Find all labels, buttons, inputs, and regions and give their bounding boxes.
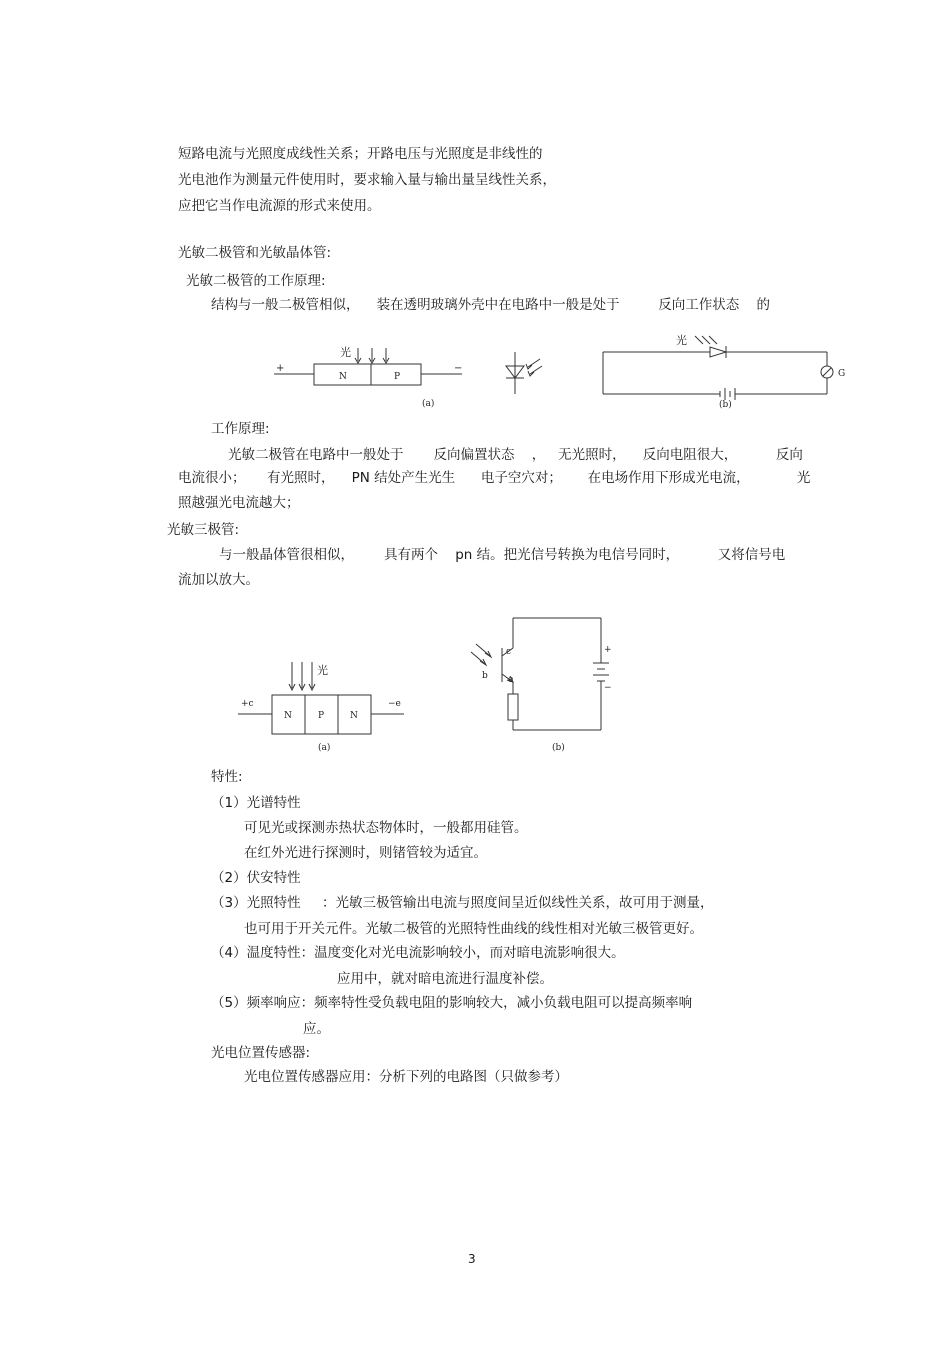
text-line: 与一般晶体管很相似， 具有两个 pn 结。把光信号转换为电信号同时， 又将信号电 <box>219 547 786 563</box>
n-region-label: N <box>339 372 347 382</box>
subsection-heading: 光电位置传感器: <box>211 1045 311 1061</box>
emitter-terminal: −e <box>388 699 401 709</box>
p-region-label: P <box>318 711 325 721</box>
list-item: （4）温度特性：温度变化对光电流影响较小，而对暗电流影响很大。 <box>211 945 625 961</box>
photodiode-figure <box>270 334 870 414</box>
text-line: 应。 <box>303 1021 330 1037</box>
text-line: 光敏二极管在电路中一般处于 反向偏置状态 ， 无光照时， 反向电阻很大， 反向 <box>228 447 803 463</box>
text-line: 结构与一般二极管相似， 装在透明玻璃外壳中在电路中一般是处于 反向工作状态 的 <box>211 297 770 313</box>
light-label: 光 <box>340 346 351 359</box>
list-item: （1）光谱特性 <box>211 795 301 811</box>
n-region-label: N <box>284 711 292 721</box>
text-line: 电流很小； 有光照时， PN 结处产生光生 电子空穴对； 在电场作用下形成光电流， 光 <box>178 470 811 486</box>
subsection-heading: 特性: <box>211 769 243 785</box>
section-heading: 光敏三极管: <box>167 522 240 538</box>
figure-caption: (a) <box>318 743 331 753</box>
list-item: （2）伏安特性 <box>211 870 301 886</box>
light-label: 光 <box>317 664 328 677</box>
figure-caption: (b) <box>719 400 732 410</box>
subsection-heading: 光敏二极管的工作原理: <box>186 273 326 289</box>
phototransistor-circuit-b <box>471 618 609 730</box>
photodiode-structure-a <box>274 348 462 385</box>
galvanometer-label: G <box>838 369 846 379</box>
photodiode-symbol <box>506 352 542 394</box>
battery-minus: − <box>604 683 612 693</box>
base-label: b <box>482 671 488 681</box>
figure-caption: (b) <box>552 743 565 753</box>
subsection-heading: 工作原理: <box>211 421 270 437</box>
text-line: 短路电流与光照度成线性关系；开路电压与光照度是非线性的 <box>178 146 543 162</box>
text-line: 也可用于开关元件。光敏二极管的光照特性曲线的线性相对光敏三极管更好。 <box>244 921 703 937</box>
plus-terminal: + <box>276 363 285 374</box>
text-line: 可见光或探测赤热状态物体时，一般都用硅管。 <box>244 820 528 836</box>
emitter-label: e <box>508 675 514 685</box>
battery-plus: + <box>604 645 612 655</box>
minus-terminal: − <box>454 363 463 374</box>
photodiode-circuit-b <box>603 336 833 400</box>
figure-caption: (a) <box>422 399 435 409</box>
text-line: 光电位置传感器应用：分析下列的电路图（只做参考） <box>244 1069 568 1085</box>
collector-terminal: +c <box>241 699 254 709</box>
text-line: 照越强光电流越大； <box>178 495 300 511</box>
text-line: 应用中，就对暗电流进行温度补偿。 <box>337 971 553 987</box>
light-label: 光 <box>676 334 687 347</box>
page-number: 3 <box>468 1252 476 1266</box>
list-item: （5）频率响应：频率特性受负载电阻的影响较大，减小负载电阻可以提高频率响 <box>211 995 693 1011</box>
text-line: 在红外光进行探测时，则锗管较为适宜。 <box>244 845 487 861</box>
section-heading: 光敏二极管和光敏晶体管: <box>178 245 332 261</box>
p-region-label: P <box>394 372 401 382</box>
text-line: 应把它当作电流源的形式来使用。 <box>178 198 381 214</box>
text-line: 光电池作为测量元件使用时，要求输入量与输出量呈线性关系， <box>178 172 556 188</box>
text-line: 流加以放大。 <box>178 572 259 588</box>
list-item: （3）光照特性 ：光敏三极管输出电流与照度间呈近似线性关系，故可用于测量， <box>211 895 714 911</box>
collector-label: c <box>506 647 512 657</box>
n-region-label: N <box>350 711 358 721</box>
phototransistor-figure <box>238 608 658 758</box>
